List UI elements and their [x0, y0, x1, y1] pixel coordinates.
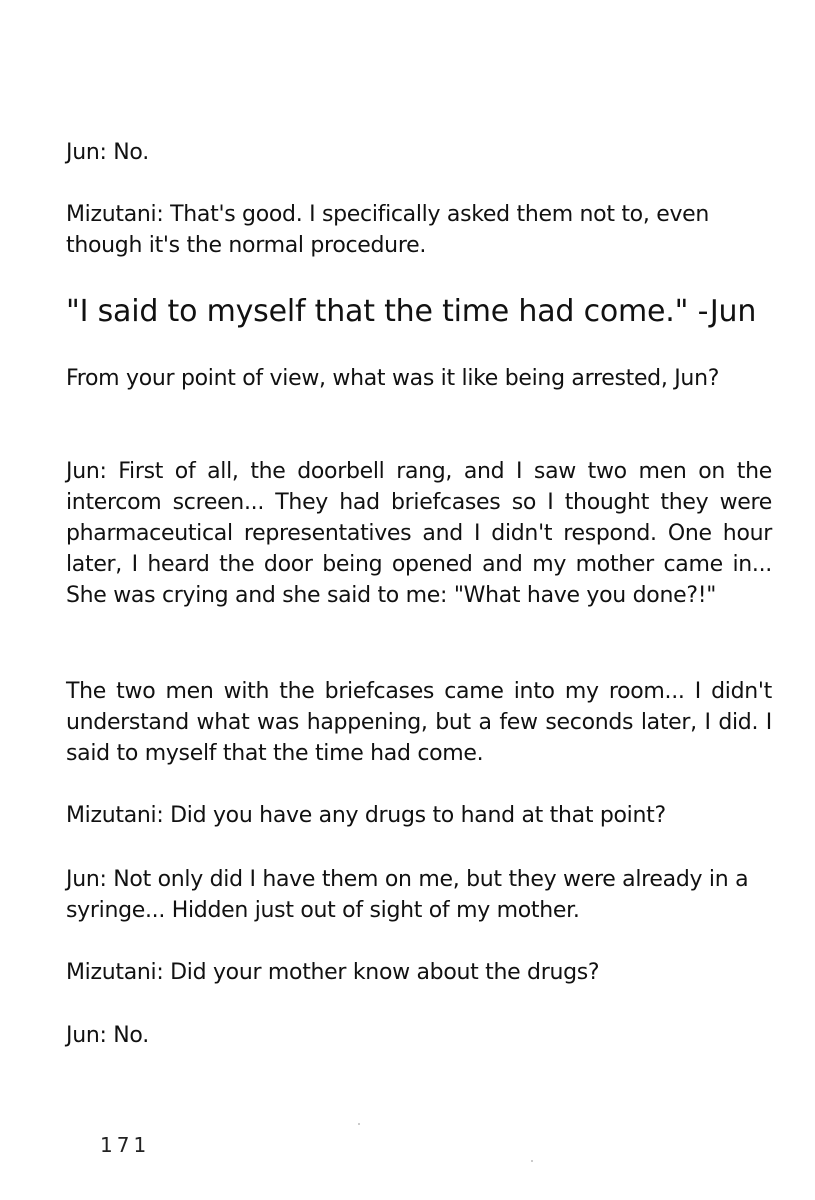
page-number: 171 [100, 1133, 151, 1157]
paragraph-mizutani-procedure: Mizutani: That's good. I specifically asked them not to, even though it's the normal procedure. [66, 202, 710, 258]
print-speck [531, 1160, 533, 1162]
paragraph-jun-syringe: Jun: Not only did I have them on me, but they were already in a syringe... Hidden just out of sight of my mother. [66, 867, 749, 923]
paragraph-mizutani-mother: Mizutani: Did your mother know about the drugs? [66, 960, 600, 985]
paragraph-jun-no-1: Jun: No. [66, 140, 149, 165]
paragraph-jun-doorbell: Jun: First of all, the doorbell rang, and I saw two men on the intercom screen... They had briefcases so I thought they were pharmaceutical representatives and I didn't respond. One hour later, I heard the door being opened and my mother came in... She was crying and she said to me: "What have you done?!" [66, 459, 772, 608]
paragraph-jun-no-2: Jun: No. [66, 1023, 149, 1048]
paragraph-question-arrest: From your point of view, what was it like being arrested, Jun? [66, 366, 720, 391]
pull-quote: "I said to myself that the time had come." -Jun [66, 294, 757, 329]
paragraph-mizutani-drugs: Mizutani: Did you have any drugs to hand at that point? [66, 803, 666, 828]
print-speck [358, 1123, 360, 1125]
paragraph-briefcases: The two men with the briefcases came into my room... I didn't understand what was happening, but a few seconds later, I did. I said to myself that the time had come. [66, 679, 772, 766]
